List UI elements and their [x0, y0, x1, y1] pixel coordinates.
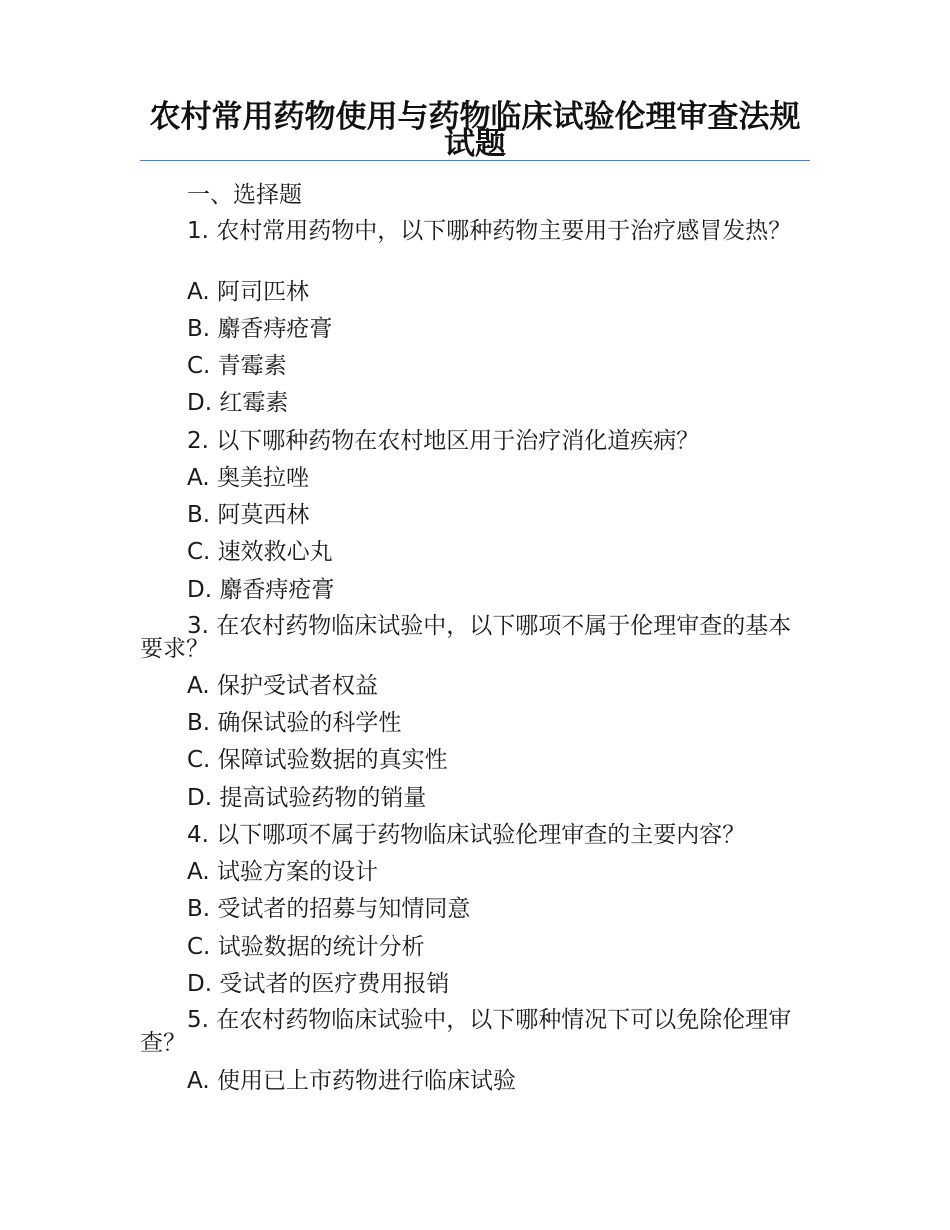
question-3: 3. 在农村药物临床试验中，以下哪项不属于伦理审查的基本要求？: [140, 613, 792, 662]
title-underline: [140, 160, 810, 161]
question-3-option-d: D. 提高试验药物的销量: [187, 785, 427, 811]
question-5: 5. 在农村药物临床试验中，以下哪种情况下可以免除伦理审查？: [140, 1007, 792, 1056]
question-1-option-c: C. 青霉素: [187, 353, 287, 379]
question-3-option-c: C. 保障试验数据的真实性: [187, 747, 448, 773]
question-4-option-a: A. 试验方案的设计: [187, 859, 378, 885]
section-heading: 一、选择题: [187, 182, 302, 208]
question-4-option-c: C. 试验数据的统计分析: [187, 934, 425, 960]
question-3-option-a: A. 保护受试者权益: [187, 673, 378, 699]
question-1-option-b: B. 麝香痔疮膏: [187, 316, 333, 342]
question-5-option-a: A. 使用已上市药物进行临床试验: [187, 1068, 516, 1094]
question-2-option-b: B. 阿莫西林: [187, 502, 310, 528]
question-1-option-d: D. 红霉素: [187, 390, 289, 416]
question-4-option-d: D. 受试者的医疗费用报销: [187, 971, 450, 997]
question-3-option-b: B. 确保试验的科学性: [187, 710, 402, 736]
question-2: 2. 以下哪种药物在农村地区用于治疗消化道疾病？: [187, 428, 700, 454]
question-2-option-a: A. 奥美拉唑: [187, 465, 309, 491]
document-title: 农村常用药物使用与药物临床试验伦理审查法规试题: [149, 99, 801, 162]
question-2-option-c: C. 速效救心丸: [187, 539, 333, 565]
question-1-option-a: A. 阿司匹林: [187, 279, 309, 305]
question-2-option-d: D. 麝香痔疮膏: [187, 577, 335, 603]
question-4-option-b: B. 受试者的招募与知情同意: [187, 896, 471, 922]
question-4: 4. 以下哪项不属于药物临床试验伦理审查的主要内容？: [187, 822, 746, 848]
question-1: 1. 农村常用药物中，以下哪种药物主要用于治疗感冒发热？: [187, 218, 792, 244]
